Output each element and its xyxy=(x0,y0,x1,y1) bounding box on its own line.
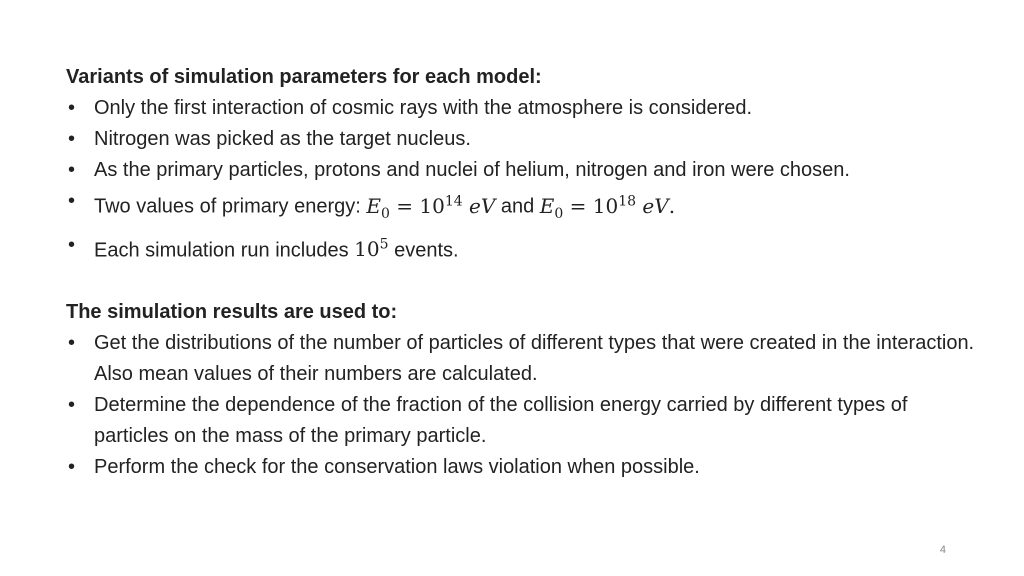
slide-content xyxy=(66,62,986,483)
section-spacer xyxy=(66,266,986,297)
section-heading-results: The simulation results are used to: xyxy=(66,301,398,324)
list-item: • Perform the check for the conservation laws violation when possible. xyxy=(66,452,986,483)
results-list xyxy=(66,328,986,483)
bullet-icon: • xyxy=(68,332,76,355)
list-item: • As the primary particles, protons and nuclei of helium, nitrogen and iron were chosen. xyxy=(66,155,986,186)
bullet-icon: • xyxy=(68,190,76,212)
bullet-icon: • xyxy=(68,233,76,256)
energy-formula-1: $E_0 = 10^{14}$ eV xyxy=(366,193,496,222)
bullet-icon: • xyxy=(68,456,76,479)
list-item-events: • Each simulation run includes $10^5$ events. xyxy=(66,230,986,267)
events-formula: $10^5$ xyxy=(354,236,389,262)
page-number: 4 xyxy=(939,544,946,556)
energy-formula-2: $E_0 = 10^{18}$ eV. xyxy=(539,193,676,222)
section-heading-parameters: Variants of simulation parameters for each model: xyxy=(66,66,542,88)
list-item: • Determine the dependence of the fraction of the collision energy carried by different types of particles on the mass of the primary particle. xyxy=(66,390,986,452)
list-item: • Nitrogen was picked as the target nucleus. xyxy=(66,124,986,155)
parameters-list xyxy=(66,93,986,266)
list-item: • Only the first interaction of cosmic rays with the atmosphere is considered. xyxy=(66,93,986,124)
bullet-icon: • xyxy=(68,97,76,119)
list-item: • Get the distributions of the number of particles of different types that were created in the interaction. Also mean values of their numbers are calculated. xyxy=(66,328,986,390)
bullet-icon: • xyxy=(68,159,76,181)
list-item-energy: • Two values of primary energy: $E_0 = 10^{14}$ eV and $E_0 = 10^{18}$ eV. xyxy=(66,186,986,230)
bullet-icon: • xyxy=(68,128,76,150)
bullet-icon: • xyxy=(68,394,76,417)
